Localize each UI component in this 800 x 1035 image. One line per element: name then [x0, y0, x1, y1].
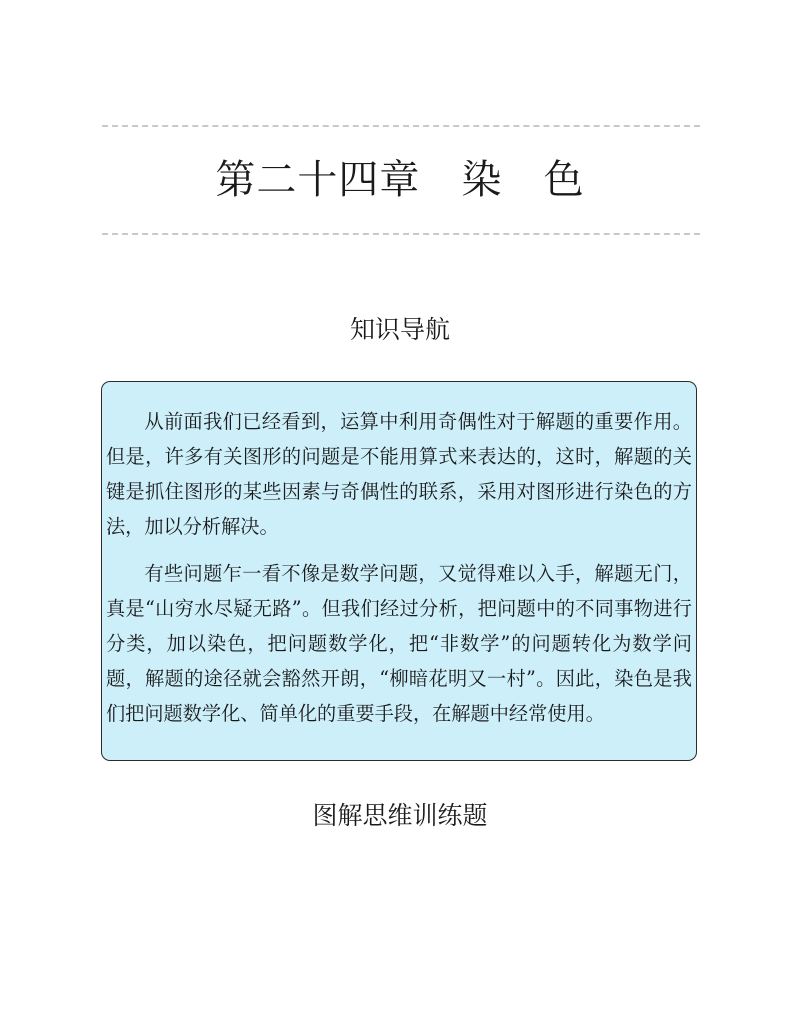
knowledge-box [101, 381, 697, 761]
practice-heading: 图解思维训练题 [312, 801, 488, 830]
bottom-dashed-divider [102, 233, 700, 235]
chapter-title: 第二十四章 染 色 [215, 157, 585, 203]
knowledge-paragraph-2: 有些问题乍一看不像是数学问题，又觉得难以入手，解题无门，真是“山穷水尽疑无路”。但我们经过分析，把问题中的不同事物进行分类，加以染色，把问题数学化，把“非数学”的问题转化为数学问题，解题的途径就会豁然开朗，“柳暗花明又一村”。因此，染色是我们把问题数学化、简单化的重要手段，在解题中经常使用。 [106, 562, 692, 725]
knowledge-paragraph-1: 从前面我们已经看到，运算中利用奇偶性对于解题的重要作用。但是，许多有关图形的问题是不能用算式来表达的，这时，解题的关键是抓住图形的某些因素与奇偶性的联系，采用对图形进行染色的方法，加以分析解决。 [106, 410, 692, 538]
top-dashed-divider [102, 125, 700, 127]
knowledge-nav-heading: 知识导航 [349, 315, 450, 344]
